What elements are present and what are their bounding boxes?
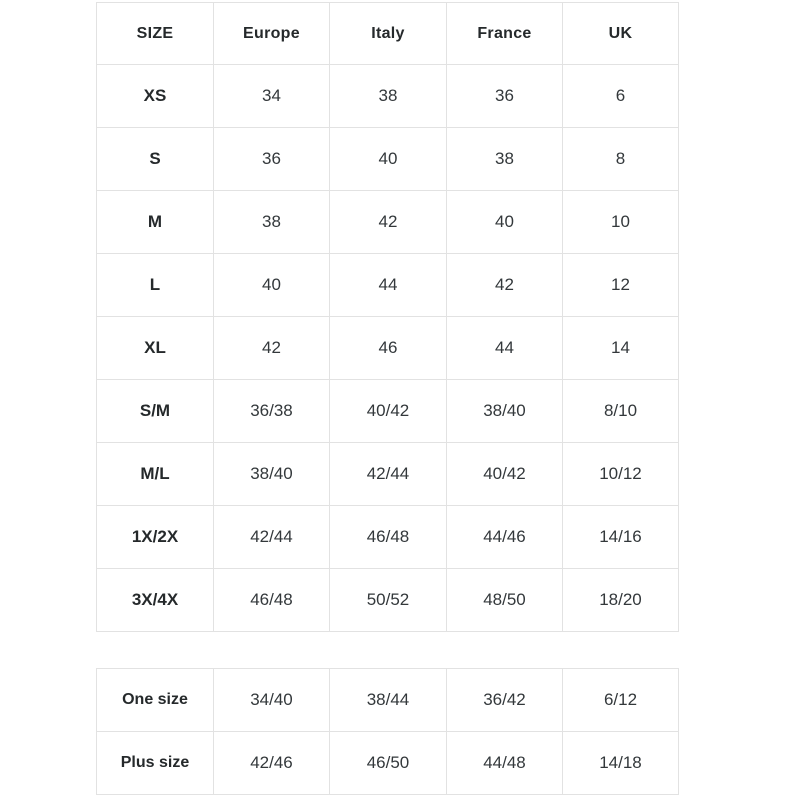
cell-europe: 38 [214, 191, 330, 254]
table-row [97, 569, 679, 632]
cell-europe: 34/40 [214, 669, 330, 732]
cell-europe: 34 [214, 65, 330, 128]
column-header-france: France [447, 3, 563, 65]
column-header-europe: Europe [214, 3, 330, 65]
cell-uk: 18/20 [563, 569, 679, 632]
cell-italy: 46/48 [330, 506, 447, 569]
main-size-table [96, 2, 679, 632]
cell-france: 38/40 [447, 380, 563, 443]
cell-france: 48/50 [447, 569, 563, 632]
row-label: M/L [97, 443, 214, 506]
cell-italy: 40 [330, 128, 447, 191]
cell-france: 42 [447, 254, 563, 317]
secondary-size-table-container [96, 668, 678, 795]
cell-europe: 36 [214, 128, 330, 191]
cell-uk: 6 [563, 65, 679, 128]
cell-italy: 38/44 [330, 669, 447, 732]
column-header-uk: UK [563, 3, 679, 65]
cell-uk: 14 [563, 317, 679, 380]
cell-france: 38 [447, 128, 563, 191]
cell-italy: 44 [330, 254, 447, 317]
main-size-table-container [96, 2, 678, 632]
cell-uk: 6/12 [563, 669, 679, 732]
cell-europe: 42/46 [214, 732, 330, 795]
cell-france: 44 [447, 317, 563, 380]
row-label: L [97, 254, 214, 317]
cell-uk: 10/12 [563, 443, 679, 506]
table-row [97, 65, 679, 128]
cell-italy: 42/44 [330, 443, 447, 506]
row-label: M [97, 191, 214, 254]
cell-europe: 36/38 [214, 380, 330, 443]
table-row [97, 317, 679, 380]
cell-italy: 46 [330, 317, 447, 380]
cell-uk: 14/16 [563, 506, 679, 569]
row-label: 3X/4X [97, 569, 214, 632]
table-row [97, 443, 679, 506]
row-label: S [97, 128, 214, 191]
column-header-italy: Italy [330, 3, 447, 65]
column-header-size: SIZE [97, 3, 214, 65]
cell-france: 36/42 [447, 669, 563, 732]
cell-france: 40/42 [447, 443, 563, 506]
cell-europe: 42/44 [214, 506, 330, 569]
row-label: Plus size [97, 732, 214, 795]
row-label: XL [97, 317, 214, 380]
cell-italy: 40/42 [330, 380, 447, 443]
table-row [97, 254, 679, 317]
secondary-size-table [96, 668, 679, 795]
table-row [97, 669, 679, 732]
table-header-row [97, 3, 679, 65]
table-row [97, 380, 679, 443]
cell-france: 44/46 [447, 506, 563, 569]
row-label: 1X/2X [97, 506, 214, 569]
row-label: XS [97, 65, 214, 128]
cell-italy: 42 [330, 191, 447, 254]
cell-italy: 38 [330, 65, 447, 128]
table-row [97, 732, 679, 795]
cell-italy: 46/50 [330, 732, 447, 795]
table-row [97, 191, 679, 254]
table-row [97, 506, 679, 569]
cell-europe: 38/40 [214, 443, 330, 506]
cell-uk: 12 [563, 254, 679, 317]
table-row [97, 128, 679, 191]
cell-france: 44/48 [447, 732, 563, 795]
cell-uk: 14/18 [563, 732, 679, 795]
cell-france: 40 [447, 191, 563, 254]
cell-europe: 40 [214, 254, 330, 317]
cell-italy: 50/52 [330, 569, 447, 632]
cell-uk: 8/10 [563, 380, 679, 443]
cell-uk: 8 [563, 128, 679, 191]
cell-europe: 46/48 [214, 569, 330, 632]
cell-france: 36 [447, 65, 563, 128]
row-label: One size [97, 669, 214, 732]
cell-uk: 10 [563, 191, 679, 254]
cell-europe: 42 [214, 317, 330, 380]
row-label: S/M [97, 380, 214, 443]
